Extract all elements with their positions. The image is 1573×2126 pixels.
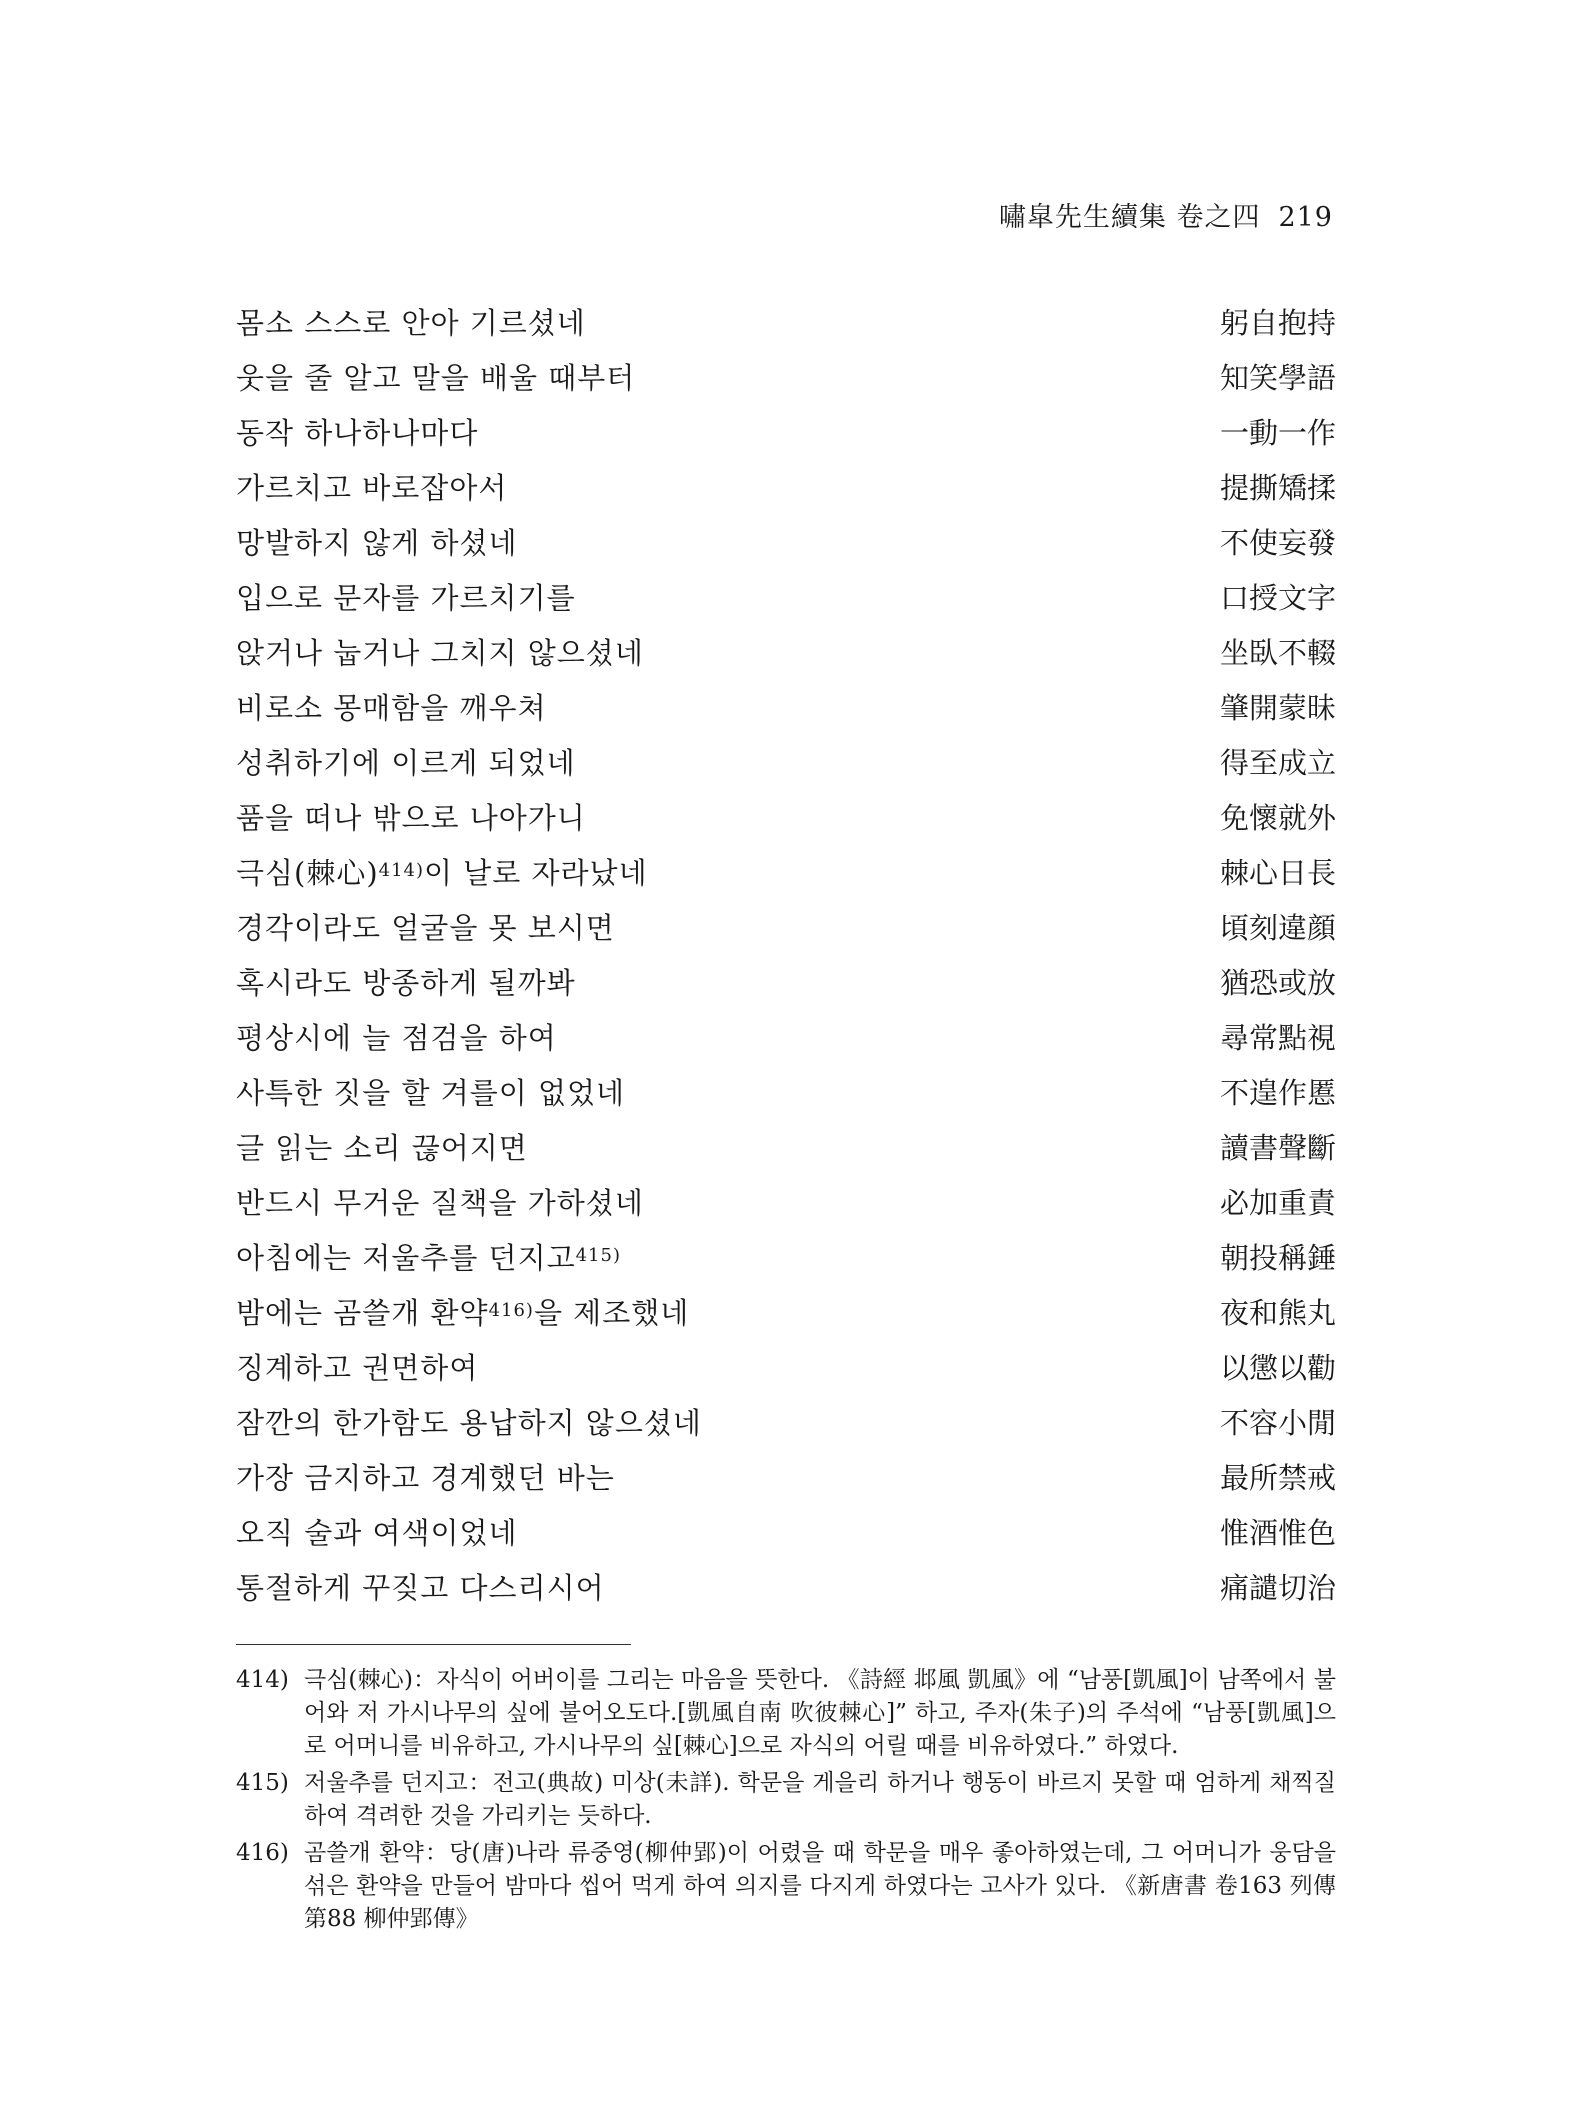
verse-line xyxy=(236,1350,1336,1405)
footnote xyxy=(236,1767,1336,1833)
korean-text: 통절하게 꾸짖고 다스리시어 xyxy=(236,1571,605,1605)
verse-line xyxy=(236,800,1336,855)
verse-line xyxy=(236,910,1336,965)
verse-line xyxy=(236,1295,1336,1350)
verse-line xyxy=(236,745,1336,800)
footnote-ref[interactable]: 416) xyxy=(488,1300,534,1321)
footnote xyxy=(236,1837,1336,1936)
chinese-text: 口授文字 xyxy=(1219,581,1336,615)
korean-text: 앉거나 눕거나 그치지 않으셨네 xyxy=(236,636,644,670)
chinese-text: 最所禁戒 xyxy=(1219,1461,1336,1495)
chinese-text: 痛譴切治 xyxy=(1219,1571,1336,1605)
footnote-ref[interactable]: 415) xyxy=(575,1245,621,1266)
verse-line xyxy=(236,360,1336,415)
footnote xyxy=(236,1664,1336,1763)
korean-text: 몸소 스스로 안아 기르셨네 xyxy=(236,306,586,340)
verse-line xyxy=(236,690,1336,745)
verse-line xyxy=(236,1515,1336,1570)
chinese-text: 知笑學語 xyxy=(1219,361,1336,395)
footnote-number: 415) xyxy=(236,1770,289,1796)
verse-line xyxy=(236,1185,1336,1240)
verse-line xyxy=(236,635,1336,690)
verse-list xyxy=(236,305,1336,1625)
chinese-text: 不遑作慝 xyxy=(1219,1076,1336,1110)
verse-line xyxy=(236,1020,1336,1075)
korean-text: 경각이라도 얼굴을 못 보시면 xyxy=(236,911,615,945)
korean-text: 평상시에 늘 점검을 하여 xyxy=(236,1021,557,1055)
chinese-text: 不容小閒 xyxy=(1219,1406,1336,1440)
verse-line xyxy=(236,1405,1336,1460)
verse-line xyxy=(236,415,1336,470)
footnote-text: 저울추를 던지고：전고(典故) 미상(未詳). 학문을 게을리 하거나 행동이 바르지 못할 때 엄하게 채찍질하여 격려한 것을 가리키는 듯하다. xyxy=(304,1770,1336,1829)
verse-line xyxy=(236,305,1336,360)
page-number: 219 xyxy=(1278,202,1333,233)
korean-text: 잠깐의 한가함도 용납하지 않으셨네 xyxy=(236,1406,702,1440)
verse-line xyxy=(236,580,1336,635)
korean-text: 오직 술과 여색이었네 xyxy=(236,1516,518,1550)
verse-line xyxy=(236,1130,1336,1185)
chinese-text: 一動一作 xyxy=(1219,416,1336,450)
chinese-text: 朝投稱錘 xyxy=(1219,1241,1336,1275)
korean-text: 가르치고 바로잡아서 xyxy=(236,471,508,505)
korean-text: 혹시라도 방종하게 될까봐 xyxy=(236,966,576,1000)
chinese-text: 夜和熊丸 xyxy=(1219,1296,1336,1330)
verse-line xyxy=(236,855,1336,910)
footnotes xyxy=(236,1664,1336,1940)
chinese-text: 惟酒惟色 xyxy=(1219,1516,1336,1550)
chinese-text: 尋常點視 xyxy=(1219,1021,1336,1055)
chinese-text: 猶恐或放 xyxy=(1219,966,1336,1000)
chinese-text: 頃刻違顔 xyxy=(1219,911,1336,945)
verse-line xyxy=(236,1460,1336,1515)
chinese-text: 讀書聲斷 xyxy=(1219,1131,1336,1165)
verse-line xyxy=(236,525,1336,580)
chinese-text: 免懷就外 xyxy=(1219,801,1336,835)
chinese-text: 得至成立 xyxy=(1219,746,1336,780)
korean-text: 입으로 문자를 가르치기를 xyxy=(236,581,576,615)
korean-text: 글 읽는 소리 끊어지면 xyxy=(236,1131,528,1165)
korean-text: 징계하고 권면하여 xyxy=(236,1351,479,1385)
footnote-divider xyxy=(236,1644,631,1645)
korean-text: 반드시 무거운 질책을 가하셨네 xyxy=(236,1186,644,1220)
verse-line xyxy=(236,1570,1336,1625)
chinese-text: 躬自抱持 xyxy=(1219,306,1336,340)
footnote-number: 414) xyxy=(236,1667,289,1693)
verse-line xyxy=(236,470,1336,525)
chinese-text: 棘心日長 xyxy=(1219,856,1336,890)
chinese-text: 坐臥不輟 xyxy=(1219,636,1336,670)
korean-text: 밤에는 곰쓸개 환약$^{416)}$을 제조했네 xyxy=(236,1296,690,1330)
korean-text: 품을 떠나 밖으로 나아가니 xyxy=(236,801,586,835)
running-header xyxy=(999,195,1333,234)
footnote-number: 416) xyxy=(236,1840,289,1866)
verse-line xyxy=(236,1075,1336,1130)
korean-text: 성취하기에 이르게 되었네 xyxy=(236,746,576,780)
korean-text: 가장 금지하고 경계했던 바는 xyxy=(236,1461,615,1495)
korean-text: 극심(棘心)$^{414)}$이 날로 자라났네 xyxy=(236,856,648,890)
footnote-text: 곰쓸개 환약：당(唐)나라 류중영(柳仲郢)이 어렸을 때 학문을 매우 좋아하였는데, 그 어머니가 웅담을 섞은 환약을 만들어 밤마다 씹어 먹게 하여 의지를 다지게 하였다는 고사가 있다. 《新唐書 卷163 列傳 第88 柳仲郢傳》 xyxy=(304,1840,1336,1932)
verse-line xyxy=(236,1240,1336,1295)
chinese-text: 必加重責 xyxy=(1219,1186,1336,1220)
korean-text: 웃을 줄 알고 말을 배울 때부터 xyxy=(236,361,636,395)
footnote-text: 극심(棘心)：자식이 어버이를 그리는 마음을 뜻한다. 《詩經 邶風 凱風》에 “남풍[凱風]이 남쪽에서 불어와 저 가시나무의 싶에 불어오도다.[凱風自南 吹彼棘心]” 하고, 주자(朱子)의 주석에 “남풍[凱風]으로 어머니를 비유하고, 가시나무의 싶[棘心]으로 자식의 어릴 때를 비유하였다.” 하였다. xyxy=(304,1667,1336,1759)
footnote-ref[interactable]: 414) xyxy=(378,860,425,881)
korean-text: 망발하지 않게 하셨네 xyxy=(236,526,518,560)
chinese-text: 肇開蒙昧 xyxy=(1219,691,1336,725)
korean-text: 사특한 짓을 할 겨를이 없었네 xyxy=(236,1076,626,1110)
korean-text: 비로소 몽매함을 깨우쳐 xyxy=(236,691,547,725)
korean-text: 동작 하나하나마다 xyxy=(236,416,479,450)
korean-text: 아침에는 저울추를 던지고$^{415)}$ xyxy=(236,1241,621,1275)
verse-line xyxy=(236,965,1336,1020)
chinese-text: 以懲以勸 xyxy=(1219,1351,1336,1385)
chinese-text: 提撕矯揉 xyxy=(1219,471,1336,505)
header-title: 嘯皐先生續集 卷之四 xyxy=(998,202,1261,233)
chinese-text: 不使妄發 xyxy=(1219,526,1336,560)
